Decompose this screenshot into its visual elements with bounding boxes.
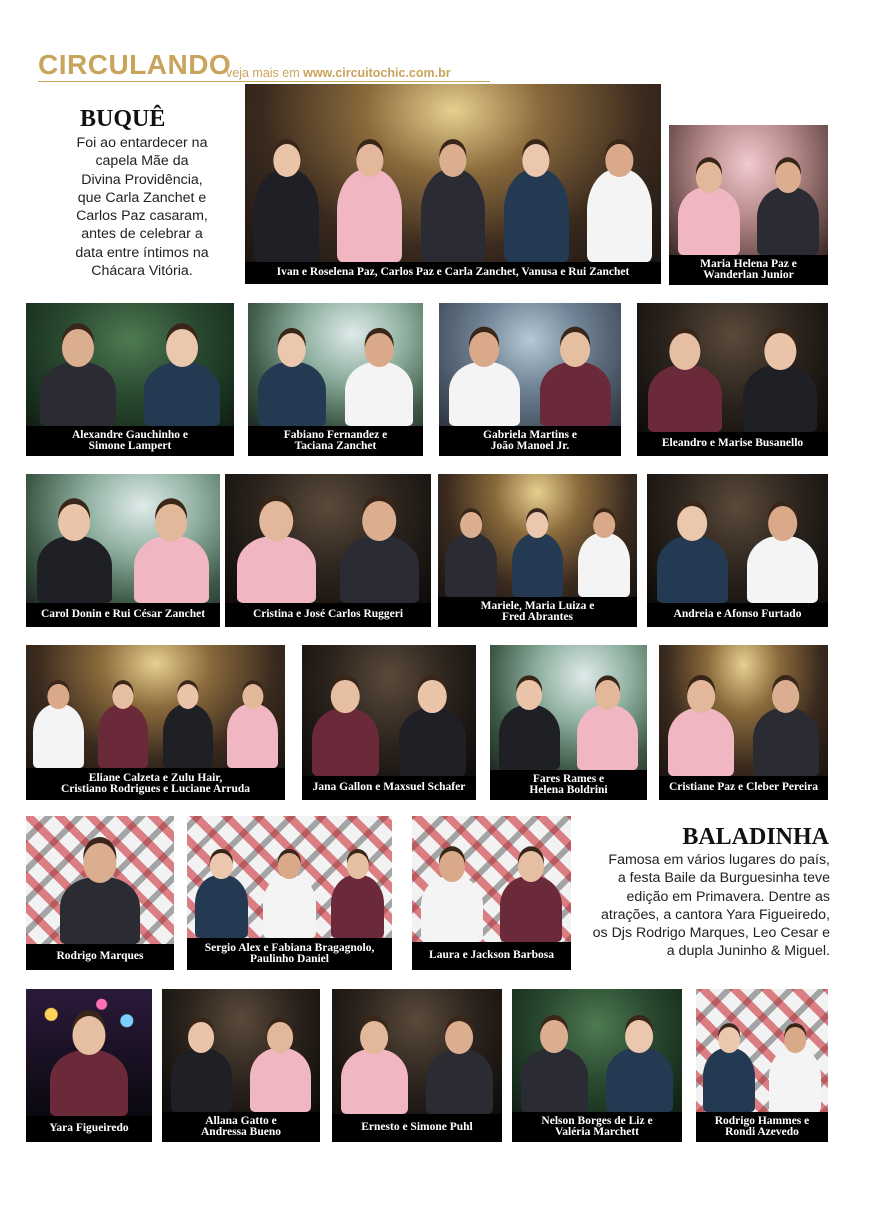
photo-card — [26, 303, 234, 456]
baladinha-line: atrações, a cantora Yara Figueiredo, — [601, 906, 830, 923]
person-silhouette — [499, 663, 560, 771]
photo-caption — [512, 1112, 682, 1142]
buque-line: antes de celebrar a — [81, 226, 203, 243]
person-silhouette — [312, 663, 380, 776]
event-photo — [26, 303, 234, 426]
baladinha-line: edição em Primavera. Dentre as — [626, 888, 830, 905]
caption-line: Laura e Jackson Barbosa — [429, 949, 554, 962]
person-silhouette — [227, 662, 278, 768]
photo-caption — [647, 603, 828, 627]
person-silhouette — [40, 320, 116, 426]
photo-caption — [696, 1112, 828, 1142]
photo-caption — [225, 603, 431, 627]
photo-card — [438, 474, 637, 627]
photo-card — [490, 645, 647, 800]
photo-caption — [248, 426, 423, 456]
person-silhouette — [60, 834, 139, 944]
person-silhouette — [33, 662, 84, 768]
photo-card — [439, 303, 621, 456]
caption-line: Nelson Borges de Liz e — [541, 1114, 653, 1127]
caption-line: Wanderlan Junior — [703, 269, 794, 281]
section-title: CIRCULANDO — [38, 49, 232, 80]
photo-caption — [439, 426, 621, 456]
caption-line: Fabiano Fernandez e — [283, 428, 388, 441]
photo-caption — [26, 944, 174, 970]
site-url[interactable]: www.circuitochic.com.br — [303, 66, 451, 80]
caption-line: Fred Abrantes — [501, 611, 574, 623]
caption-line: Andreia e Afonso Furtado — [673, 608, 802, 621]
person-silhouette — [606, 1006, 672, 1112]
person-silhouette — [337, 109, 402, 262]
photo-card — [659, 645, 828, 800]
event-photo — [696, 989, 828, 1112]
caption-line: Rodrigo Hammes e — [714, 1114, 810, 1127]
person-silhouette — [237, 492, 317, 603]
person-silhouette — [258, 320, 326, 426]
caption-line: Mariele, Maria Luiza e — [480, 599, 595, 612]
event-photo — [439, 303, 621, 426]
caption-line: Alexandre Gauchinho e — [71, 428, 189, 441]
photo-caption — [187, 938, 392, 970]
person-silhouette — [747, 492, 818, 603]
event-photo — [647, 474, 828, 603]
event-photo — [26, 816, 174, 944]
photo-card — [669, 125, 828, 285]
photo-caption — [332, 1114, 502, 1142]
event-photo — [490, 645, 647, 770]
caption-line: Rodrigo Marques — [56, 950, 144, 963]
person-silhouette — [254, 109, 319, 262]
event-photo — [248, 303, 423, 426]
event-photo — [26, 645, 285, 768]
person-silhouette — [345, 320, 413, 426]
site-reference — [226, 66, 451, 80]
event-photo — [412, 816, 571, 942]
buque-line: data entre íntimos na — [75, 244, 209, 261]
event-photo — [669, 125, 828, 255]
photo-card — [26, 645, 285, 800]
person-silhouette — [512, 491, 564, 597]
caption-line: Gabriela Martins e — [483, 428, 577, 441]
photo-caption — [162, 1112, 320, 1142]
person-silhouette — [769, 1006, 820, 1112]
baladinha-title: BALADINHA — [682, 824, 829, 850]
buque-line: Carlos Paz casaram, — [76, 208, 208, 225]
person-silhouette — [678, 143, 740, 255]
person-silhouette — [421, 109, 486, 262]
caption-line: Maria Helena Paz e — [700, 257, 797, 270]
caption-line: Carol Donin e Rui César Zanchet — [40, 608, 206, 621]
photo-caption — [26, 1116, 152, 1142]
photo-card — [26, 816, 174, 970]
event-photo — [332, 989, 502, 1114]
person-silhouette — [37, 492, 113, 603]
photo-card — [332, 989, 502, 1142]
photo-card — [248, 303, 423, 456]
person-silhouette — [163, 662, 214, 768]
person-silhouette — [134, 492, 210, 603]
photo-card — [26, 474, 220, 627]
event-photo — [225, 474, 431, 603]
event-photo — [187, 816, 392, 938]
photo-card — [162, 989, 320, 1142]
photo-caption — [26, 768, 285, 800]
caption-line: Fares Rames e — [532, 772, 605, 785]
person-silhouette — [577, 663, 638, 771]
event-photo — [245, 84, 661, 262]
caption-line: Yara Figueiredo — [49, 1122, 129, 1135]
photo-card — [26, 989, 152, 1142]
person-silhouette — [587, 109, 652, 262]
photo-caption — [637, 432, 828, 456]
person-silhouette — [144, 320, 220, 426]
person-silhouette — [195, 833, 248, 938]
caption-line: Valéria Marchett — [555, 1126, 639, 1138]
buque-line: Foi ao entardecer na — [76, 135, 208, 151]
baladinha-line: a dupla Juninho & Miguel. — [666, 943, 830, 960]
person-silhouette — [426, 1007, 492, 1115]
caption-line: Taciana Zanchet — [294, 440, 377, 452]
photo-caption — [490, 770, 647, 800]
person-silhouette — [250, 1006, 312, 1112]
photo-card — [696, 989, 828, 1142]
person-silhouette — [50, 1007, 129, 1116]
caption-line: Andressa Bueno — [201, 1126, 281, 1138]
photo-caption — [412, 942, 571, 970]
photo-card — [225, 474, 431, 627]
event-photo — [637, 303, 828, 432]
event-photo — [302, 645, 476, 776]
caption-line: Paulinho Daniel — [250, 953, 329, 965]
caption-line: Jana Gallon e Maxsuel Schafer — [312, 781, 466, 794]
event-photo — [26, 474, 220, 603]
person-silhouette — [399, 663, 467, 776]
person-silhouette — [668, 663, 734, 776]
person-silhouette — [703, 1006, 754, 1112]
photo-caption — [245, 262, 661, 284]
baladinha-body — [530, 851, 830, 961]
person-silhouette — [540, 320, 611, 426]
person-silhouette — [500, 834, 562, 942]
buque-line: Chácara Vitória. — [91, 263, 193, 280]
person-silhouette — [648, 321, 722, 432]
person-silhouette — [263, 833, 316, 938]
buque-title: BUQUÊ — [80, 106, 166, 132]
header-rule — [38, 81, 490, 82]
baladinha-line: a festa Baile da Burguesinha teve — [617, 870, 830, 887]
photo-card — [647, 474, 828, 627]
event-photo — [162, 989, 320, 1112]
photo-card — [637, 303, 828, 456]
photo-card — [412, 816, 571, 970]
caption-line: Eleandro e Marise Busanello — [661, 437, 804, 450]
photo-card — [302, 645, 476, 800]
person-silhouette — [98, 662, 149, 768]
baladinha-line: Famosa em vários lugares do país, — [608, 852, 830, 868]
photo-card — [512, 989, 682, 1142]
event-photo — [512, 989, 682, 1112]
caption-line: Ernesto e Simone Puhl — [361, 1121, 473, 1134]
person-silhouette — [578, 491, 630, 597]
caption-line: Rondi Azevedo — [725, 1126, 799, 1138]
person-silhouette — [421, 834, 483, 942]
baladinha-line: os Djs Rodrigo Marques, Leo Cesar e — [592, 925, 830, 942]
person-silhouette — [753, 663, 819, 776]
person-silhouette — [743, 321, 817, 432]
buque-line: Divina Providência, — [81, 171, 203, 188]
event-photo — [26, 989, 152, 1116]
photo-caption — [302, 776, 476, 800]
photo-caption — [26, 603, 220, 627]
caption-line: Simone Lampert — [88, 440, 172, 452]
buque-body — [44, 134, 240, 280]
caption-line: Cristiano Rodrigues e Luciane Arruda — [60, 783, 251, 795]
caption-line: João Manoel Jr. — [490, 440, 570, 452]
caption-line: Cristina e José Carlos Ruggeri — [252, 608, 404, 621]
photo-caption — [26, 426, 234, 456]
person-silhouette — [757, 143, 819, 255]
event-photo — [659, 645, 828, 776]
caption-line: Cristiane Paz e Cleber Pereira — [668, 781, 819, 794]
photo-caption — [669, 255, 828, 285]
person-silhouette — [171, 1006, 233, 1112]
person-silhouette — [341, 1007, 407, 1115]
photo-caption — [438, 597, 637, 627]
caption-line: Ivan e Roselena Paz, Carlos Paz e Carla Zanchet, Vanusa e Rui Zanchet — [276, 266, 630, 279]
person-silhouette — [657, 492, 728, 603]
person-silhouette — [340, 492, 420, 603]
site-prefix: veja mais em — [226, 66, 304, 80]
caption-line: Sergio Alex e Fabiana Bragagnolo, — [204, 941, 375, 954]
buque-line: que Carla Zanchet e — [77, 189, 207, 206]
photo-card — [245, 84, 661, 284]
person-silhouette — [521, 1006, 587, 1112]
photo-caption — [659, 776, 828, 800]
caption-line: Eliane Calzeta e Zulu Hair, — [88, 771, 223, 784]
buque-line: capela Mãe da — [95, 153, 189, 170]
caption-line: Allana Gatto e — [205, 1114, 277, 1127]
event-photo — [438, 474, 637, 597]
caption-line: Helena Boldrini — [529, 784, 608, 796]
person-silhouette — [504, 109, 569, 262]
person-silhouette — [449, 320, 520, 426]
person-silhouette — [445, 491, 497, 597]
person-silhouette — [331, 833, 384, 938]
photo-card — [187, 816, 392, 970]
